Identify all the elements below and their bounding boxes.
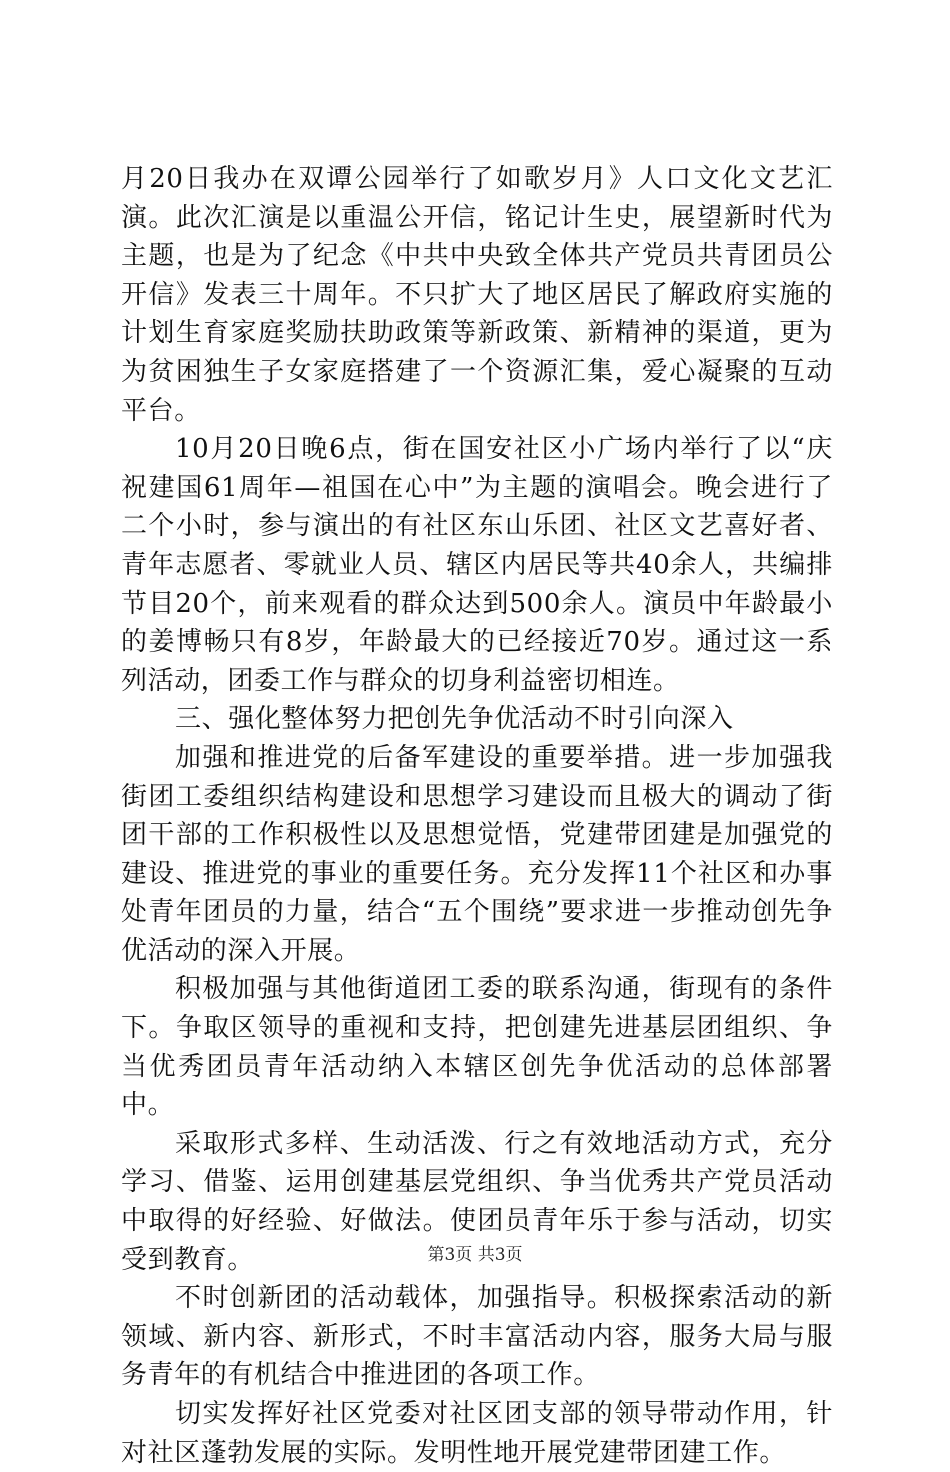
paragraph-6: 不时创新团的活动载体，加强指导。积极探索活动的新领域、新内容、新形式，不时丰富活动内容，服务大局与服务青年的有机结合中推进团的各项工作。 — [121, 1283, 833, 1391]
paragraph-3: 加强和推进党的后备军建设的重要举措。进一步加强我街团工委组织结构建设和思想学习建设而且极大的调动了街团干部的工作积极性以及思想觉悟，党建带团建是加强党的建设、推进党的事业的重要任务。充分发挥11个社区和办事处青年团员的力量，结合“五个围绕”要求进一步推动创先争优活动的深入开展。 — [121, 742, 833, 966]
paragraph-1: 月20日我办在双谭公园举行了如歌岁月》人口文化文艺汇演。此次汇演是以重温公开信，铭记计生史，展望新时代为主题，也是为了纪念《中共中央致全体共产党员共青团员公开信》发表三十周年。不只扩大了地区居民了解政府实施的计划生育家庭奖励扶助政策等新政策、新精神的渠道，更为为贫困独生子女家庭搭建了一个资源汇集，爱心凝聚的互动平台。 — [121, 164, 833, 426]
paragraph-2: 10月20日晚6点，街在国安社区小广场内举行了以“庆祝建国61周年—祖国在心中”为主题的演唱会。晚会进行了二个小时，参与演出的有社区东山乐团、社区文艺喜好者、青年志愿者、零就业人员、辖区内居民等共40余人，共编排节目20个，前来观看的群众达到500余人。演员中年龄最小的姜博畅只有8岁，年龄最大的已经接近70岁。通过这一系列活动，团委工作与群众的切身利益密切相连。 — [121, 434, 833, 696]
paragraph-4: 积极加强与其他街道团工委的联系沟通，街现有的条件下。争取区领导的重视和支持，把创建先进基层团组织、争当优秀团员青年活动纳入本辖区创先争优活动的总体部署中。 — [121, 974, 833, 1121]
document-body — [121, 160, 833, 1472]
paragraph-7: 切实发挥好社区党委对社区团支部的领导带动作用，针对社区蓬勃发展的实际。发明性地开展党建带团建工作。 — [121, 1399, 833, 1468]
page-number-footer: 第3页 共3页 — [427, 1245, 523, 1265]
section-heading: 三、强化整体努力把创先争优活动不时引向深入 — [175, 704, 734, 735]
paragraph-5: 采取形式多样、生动活泼、行之有效地活动方式，充分学习、借鉴、运用创建基层党组织、争当优秀共产党员活动中取得的好经验、好做法。使团员青年乐于参与活动，切实受到教育。 — [121, 1128, 833, 1275]
